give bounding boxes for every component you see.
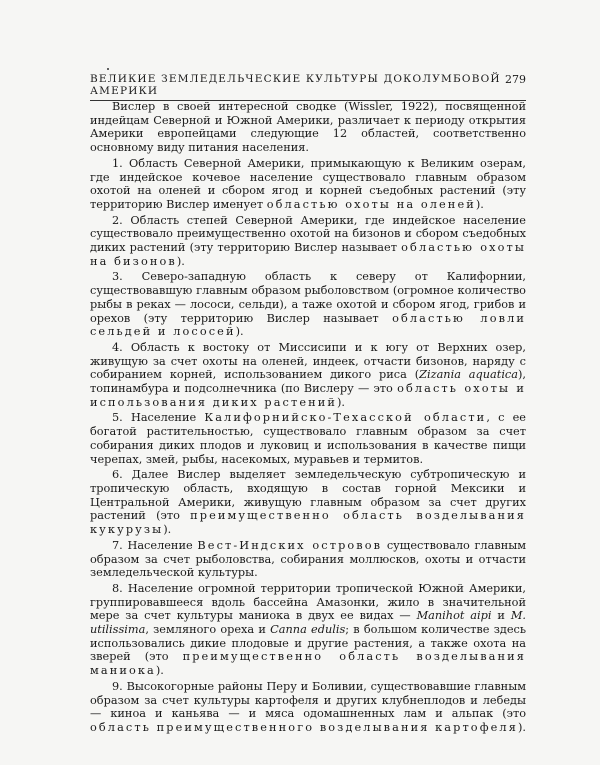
spaced-term: Вест-Индских островов: [197, 538, 383, 552]
paragraph: [90, 214, 526, 269]
spaced-term: преимущественно область возделывания кукурузы: [90, 509, 526, 537]
text-run: и: [491, 609, 511, 623]
text-run: 8. Население огромной территории тропической Южной Америки, группировавшееся вдоль бассейна Амазонки, жило в значительной мере за счет культуры маниока в двух ее видах —: [90, 581, 526, 623]
spaced-term: областью охоты на бизонов: [90, 241, 526, 268]
running-title: ВЕЛИКИЕ ЗЕМЛЕДЕЛЬЧЕСКИЕ КУЛЬТУРЫ ДОКОЛУМБОВОЙ АМЕРИКИ: [90, 73, 501, 97]
text-run: ).: [337, 395, 346, 409]
text-run: 2. Область степей Северной Америки, где индейское население существовало преимущественно охотой на бизонов и сбором съедобных диких растений (эту территорию Вислер называет: [90, 213, 526, 255]
text-run: 9. Высокогорные районы Перу и Боливии, существовавшие главным образом за счет культуры картофеля и других клубнеплодов и лебеды — киноа и каньява — и мяса одомашненных лам и альпак (это: [90, 679, 526, 721]
body-text: [90, 100, 526, 737]
spaced-term: областью охоты на оленей: [266, 197, 476, 211]
text-run: ).: [517, 720, 526, 734]
text-run: , земляного ореха и: [145, 623, 271, 637]
italic-term: Zizania aquatica: [419, 368, 518, 382]
ink-dot: [107, 68, 109, 70]
text-run: ).: [176, 254, 185, 268]
italic-term: Canna edulis: [270, 623, 346, 637]
text-run: 7. Население: [112, 538, 198, 552]
spaced-term: Калифорнийско-Техасской области: [204, 411, 487, 425]
paragraph: [90, 341, 526, 410]
paragraph: [90, 582, 526, 678]
spaced-term: преимущественно область возделывания маниока: [90, 650, 527, 678]
text-run: существовало главным образом за счет рыболовства, собирания моллюсков, охоты и отчасти земледельческой культуры.: [90, 538, 527, 580]
italic-term: Manihot aipi: [416, 609, 492, 623]
spaced-term: областью ловли сельдей и лососей: [90, 311, 526, 339]
text-run: ).: [163, 523, 172, 537]
text-run: ).: [235, 325, 244, 339]
text-run: 5. Население: [112, 411, 205, 425]
paragraph: [90, 100, 526, 155]
text-run: ), топинамбура и подсолнечника (по Вислеру — это: [90, 368, 526, 396]
text-run: ).: [475, 197, 484, 211]
spaced-term: область преимущественного возделывания картофеля: [90, 720, 518, 734]
text-run: ; в большом количестве здесь использовались дикие плодовые и другие растения, а также охота на зверей (это: [90, 623, 526, 664]
paragraph: [90, 270, 526, 339]
italic-term: M. utilissima: [90, 609, 527, 637]
text-run: Вислер в своей интересной сводке (Wissler, 1922), посвященной индейцам Северной и Южной Америки, различает к периоду открытия Америки европейцами следующие 12 областей, соответственно основному виду питания населения.: [90, 100, 526, 155]
text-run: 1. Область Северной Америки, примыкающую к Великим озерам, где индейское кочевое население существовало главным образом охотой на оленей и сбором ягод и корней съедобных растений (эту территорию Вислер именует: [90, 156, 526, 211]
page-number: 279: [505, 73, 526, 86]
paragraph: [90, 468, 526, 537]
text-run: 6. Далее Вислер выделяет земледельческую субтропическую и тропическую область, входящую в состав горной Мексики и Центральной Америки, живущую главным образом за счет других растений (это: [90, 468, 526, 523]
running-header: [90, 73, 526, 101]
paragraph: [90, 539, 526, 580]
text-run: ).: [155, 664, 164, 678]
paragraph: [90, 411, 526, 466]
text-run: , с ее богатой растительностью, существовало главным образом за счет собирания диких плодов и луковиц и использования в качестве пищи черепах, змей, рыбы, насекомых, муравьев и термитов.: [90, 411, 526, 466]
text-run: 3. Северо-западную область к северу от Калифорнии, существовавшую главным образом рыболовством (огромное количество рыбы в реках — лососи, сельди), а таже охотой и сбором ягод, грибов и орехов (эту территорию Вислер называет: [90, 270, 526, 325]
paragraph: [90, 680, 526, 735]
spaced-term: область охоты и использования диких растений: [90, 382, 526, 409]
paragraph: [90, 157, 526, 212]
text-run: 4. Область к востоку от Миссисипи и к югу от Верхних озер, живущую за счет охоты на оленей, индеек, отчасти бизонов, наряду с собиранием корней, использованием дикого риса (: [90, 340, 526, 382]
